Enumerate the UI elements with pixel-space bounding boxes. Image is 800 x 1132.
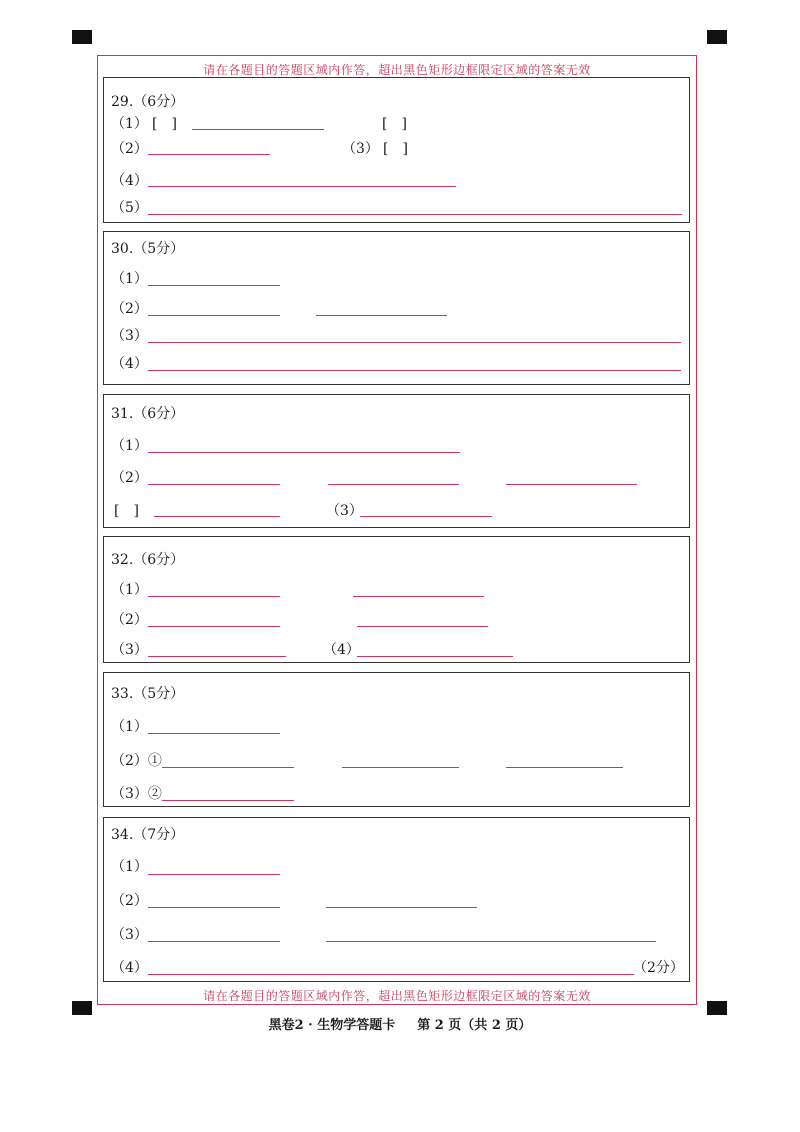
q33-part-3-answer-line[interactable] xyxy=(162,800,294,801)
q29-part-4-label: （4） xyxy=(111,173,148,189)
q31-part-2-bracket[interactable]: [ ] xyxy=(114,503,139,519)
q29-part-4-answer-line[interactable] xyxy=(148,186,456,187)
q32-part-1-answer-line-a[interactable] xyxy=(148,596,280,597)
q32-part-4-answer-line[interactable] xyxy=(357,656,513,657)
q29-part-1-bracket[interactable]: [ ] xyxy=(152,116,177,132)
q32-part-2-answer-line-b[interactable] xyxy=(357,626,488,627)
q32-part-3-answer-line[interactable] xyxy=(148,656,286,657)
q29-part-5-label: （5） xyxy=(111,200,148,216)
q34-part-4-label: （4） xyxy=(111,960,148,976)
question-31-title: 31.（6分） xyxy=(111,406,185,422)
q30-part-2-label: （2） xyxy=(111,301,148,317)
top-notice: 请在各题目的答题区域内作答，超出黑色矩形边框限定区域的答案无效 xyxy=(203,63,591,77)
q31-part-1-answer-line[interactable] xyxy=(148,452,460,453)
q33-part-1-label: （1） xyxy=(111,719,148,735)
q29-part-3-bracket[interactable]: [ ] xyxy=(383,141,408,157)
q34-part-4-points: （2分） xyxy=(633,960,684,976)
q31-part-2-answer-line-a[interactable] xyxy=(148,484,280,485)
q33-part-2-answer-line-c[interactable] xyxy=(506,767,623,768)
q34-part-2-label: （2） xyxy=(111,893,148,909)
q32-part-2-label: （2） xyxy=(111,612,148,628)
q34-part-3-answer-line-a[interactable] xyxy=(148,941,280,942)
q31-part-3-label: （3） xyxy=(326,503,363,519)
q31-part-2-label: （2） xyxy=(111,470,148,486)
registration-mark-bottom-left xyxy=(72,1001,92,1015)
q29-part-3-label: （3） xyxy=(342,141,379,157)
q32-part-2-answer-line-a[interactable] xyxy=(148,626,280,627)
question-32-title: 32.（6分） xyxy=(111,552,185,568)
q29-part-1-bracket-2[interactable]: [ ] xyxy=(382,116,407,132)
q33-part-1-answer-line[interactable] xyxy=(148,733,280,734)
question-31-box xyxy=(103,394,690,528)
q33-part-2-answer-line-a[interactable] xyxy=(162,767,294,768)
q34-part-2-answer-line-a[interactable] xyxy=(148,907,280,908)
page-footer xyxy=(0,1014,800,1033)
q30-part-1-answer-line[interactable] xyxy=(148,285,280,286)
q32-part-1-answer-line-b[interactable] xyxy=(353,596,484,597)
q32-part-3-label: （3） xyxy=(111,642,148,658)
q31-part-2-answer-line-b[interactable] xyxy=(328,484,459,485)
q33-part-2-answer-line-b[interactable] xyxy=(342,767,459,768)
question-33-title: 33.（5分） xyxy=(111,686,185,702)
q34-part-3-label: （3） xyxy=(111,927,148,943)
registration-mark-top-left xyxy=(72,30,92,44)
q31-part-3-answer-line[interactable] xyxy=(360,516,492,517)
q32-part-4-label: （4） xyxy=(323,642,360,658)
q30-part-3-answer-line[interactable] xyxy=(148,342,681,343)
q33-part-3-label: （3）② xyxy=(111,786,162,802)
q30-part-4-label: （4） xyxy=(111,356,148,372)
q34-part-1-answer-line[interactable] xyxy=(148,874,280,875)
q29-part-2-answer-line[interactable] xyxy=(148,154,270,155)
footer-page-number: 第 2 页（共 2 页） xyxy=(417,1018,532,1033)
question-33-box xyxy=(103,672,690,807)
q34-part-4-answer-line[interactable] xyxy=(148,974,634,975)
q31-part-2-answer-line-c[interactable] xyxy=(506,484,637,485)
question-32-box xyxy=(103,536,690,663)
footer-subject: 黑卷2 · 生物学答题卡 xyxy=(268,1018,396,1033)
q34-part-2-answer-line-b[interactable] xyxy=(326,907,477,908)
bottom-notice: 请在各题目的答题区域内作答，超出黑色矩形边框限定区域的答案无效 xyxy=(203,989,591,1003)
q31-part-2-answer-line-d[interactable] xyxy=(154,516,280,517)
q32-part-1-label: （1） xyxy=(111,582,148,598)
registration-mark-top-right xyxy=(707,30,727,44)
question-34-box xyxy=(103,817,690,982)
q30-part-4-answer-line[interactable] xyxy=(148,370,681,371)
q34-part-1-label: （1） xyxy=(111,859,148,875)
q30-part-1-label: （1） xyxy=(111,271,148,287)
q33-part-2-label: （2）① xyxy=(111,753,162,769)
q29-part-1-label: （1） xyxy=(111,116,148,132)
question-30-box xyxy=(103,231,690,385)
q29-part-5-answer-line[interactable] xyxy=(148,214,682,215)
q30-part-2-answer-line-a[interactable] xyxy=(148,315,280,316)
question-29-title: 29.（6分） xyxy=(111,94,185,110)
q29-part-1-answer-line[interactable] xyxy=(192,129,324,130)
registration-mark-bottom-right xyxy=(707,1001,727,1015)
question-34-title: 34.（7分） xyxy=(111,827,185,843)
question-30-title: 30.（5分） xyxy=(111,241,185,257)
question-29-box xyxy=(103,77,690,223)
q29-part-2-label: （2） xyxy=(111,141,148,157)
q30-part-3-label: （3） xyxy=(111,328,148,344)
q31-part-1-label: （1） xyxy=(111,438,148,454)
q30-part-2-answer-line-b[interactable] xyxy=(316,315,447,316)
q34-part-3-answer-line-b[interactable] xyxy=(326,941,656,942)
